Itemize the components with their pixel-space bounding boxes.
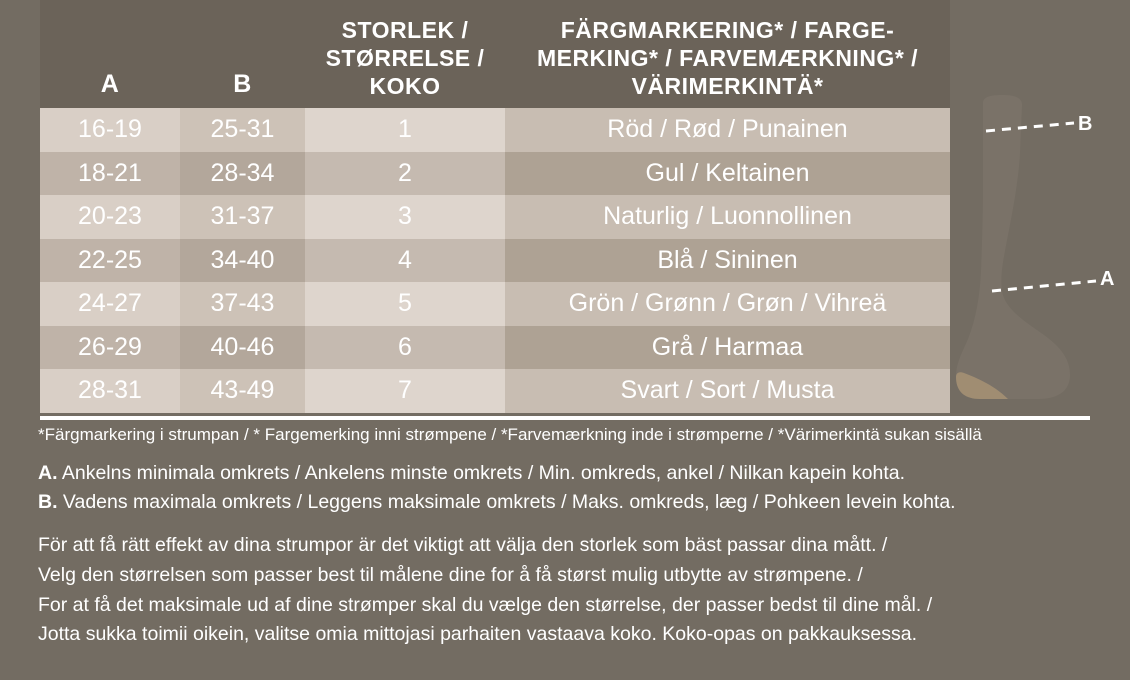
table-body <box>40 108 950 413</box>
header-size-line-1: STORLEK / <box>341 16 469 43</box>
table-row <box>40 195 950 239</box>
header-color-line-2: MERKING* / FARVEMÆRKNING* / <box>536 44 919 71</box>
cell-color: Grön / Grønn / Grøn / Vihreä <box>505 282 950 326</box>
cell-a: 26-29 <box>40 326 180 370</box>
header-size-line-2: STØRRELSE / <box>325 44 485 71</box>
instruction-line-4: Jotta sukka toimii oikein, valitse omia mittojasi parhaiten vastaava koko. Koko-opas on pakkauksessa. <box>38 623 918 646</box>
cell-size: 2 <box>305 152 505 196</box>
header-b: B <box>180 0 305 108</box>
cell-color: Blå / Sininen <box>505 239 950 283</box>
table-header-row <box>40 0 950 108</box>
measurement-a-line <box>38 459 1096 488</box>
table-row <box>40 282 950 326</box>
cell-b: 40-46 <box>180 326 305 370</box>
size-table <box>40 0 950 413</box>
cell-size: 7 <box>305 369 505 413</box>
table-row <box>40 369 950 413</box>
cell-a: 16-19 <box>40 108 180 152</box>
notes-section <box>38 424 1096 650</box>
table-row <box>40 108 950 152</box>
cell-b: 34-40 <box>180 239 305 283</box>
header-color-marking <box>505 0 950 108</box>
cell-b: 25-31 <box>180 108 305 152</box>
marker-label-a: A <box>1100 268 1115 290</box>
cell-b: 28-34 <box>180 152 305 196</box>
horizontal-divider <box>40 416 1090 420</box>
header-color-line-3: VÄRIMERKINTÄ* <box>631 72 824 99</box>
cell-size: 3 <box>305 195 505 239</box>
instruction-paragraph <box>38 531 1096 650</box>
measurement-b-line <box>38 488 1096 517</box>
cell-a: 22-25 <box>40 239 180 283</box>
cell-size: 4 <box>305 239 505 283</box>
measure-line-a <box>992 281 1096 291</box>
cell-color: Grå / Harmaa <box>505 326 950 370</box>
cell-b: 31-37 <box>180 195 305 239</box>
instruction-line-1: För att få rätt effekt av dina strumpor är det viktigt att välja den storlek som bäst passar dina mått. / <box>38 534 888 557</box>
measurement-b-label: B. <box>38 491 58 514</box>
header-size <box>305 0 505 108</box>
cell-a: 20-23 <box>40 195 180 239</box>
footnote-color-marking: *Färgmarkering i strumpan / * Fargemerking inni strømpene / *Farvemærkning inde i strømperne / *Värimerkintä sukan sisällä <box>38 425 982 444</box>
cell-color: Röd / Rød / Punainen <box>505 108 950 152</box>
measurement-b-text: Vadens maximala omkrets / Leggens maksimale omkrets / Maks. omkreds, læg / Pohkeen levein kohta. <box>57 491 956 514</box>
header-a: A <box>40 0 180 108</box>
cell-size: 5 <box>305 282 505 326</box>
table-row <box>40 152 950 196</box>
cell-color: Naturlig / Luonnollinen <box>505 195 950 239</box>
measurement-a-label: A. <box>38 461 58 484</box>
cell-size: 6 <box>305 326 505 370</box>
measurement-a-text: Ankelns minimala omkrets / Ankelens minste omkrets / Min. omkreds, ankel / Nilkan kapein kohta. <box>57 461 906 484</box>
size-table-container <box>40 0 950 413</box>
sock-shape <box>956 95 1070 399</box>
marker-label-b: B <box>1078 113 1093 135</box>
table-header <box>40 0 950 108</box>
cell-a: 24-27 <box>40 282 180 326</box>
sock-diagram-svg <box>950 95 1130 425</box>
instruction-line-3: For at få det maksimale ud af dine strømper skal du vælge den størrelse, der passer bedst til dine mål. / <box>38 593 933 616</box>
cell-color: Svart / Sort / Musta <box>505 369 950 413</box>
cell-a: 18-21 <box>40 152 180 196</box>
cell-size: 1 <box>305 108 505 152</box>
table-row <box>40 239 950 283</box>
cell-b: 37-43 <box>180 282 305 326</box>
instruction-line-2: Velg den størrelsen som passer best til målene dine for å få størst mulig utbytte av strømpene. / <box>38 564 863 587</box>
table-row <box>40 326 950 370</box>
cell-b: 43-49 <box>180 369 305 413</box>
sock-illustration <box>950 95 1130 425</box>
header-size-line-3: KOKO <box>369 72 441 99</box>
cell-a: 28-31 <box>40 369 180 413</box>
cell-color: Gul / Keltainen <box>505 152 950 196</box>
header-color-line-1: FÄRGMARKERING* / FARGE- <box>560 16 895 43</box>
